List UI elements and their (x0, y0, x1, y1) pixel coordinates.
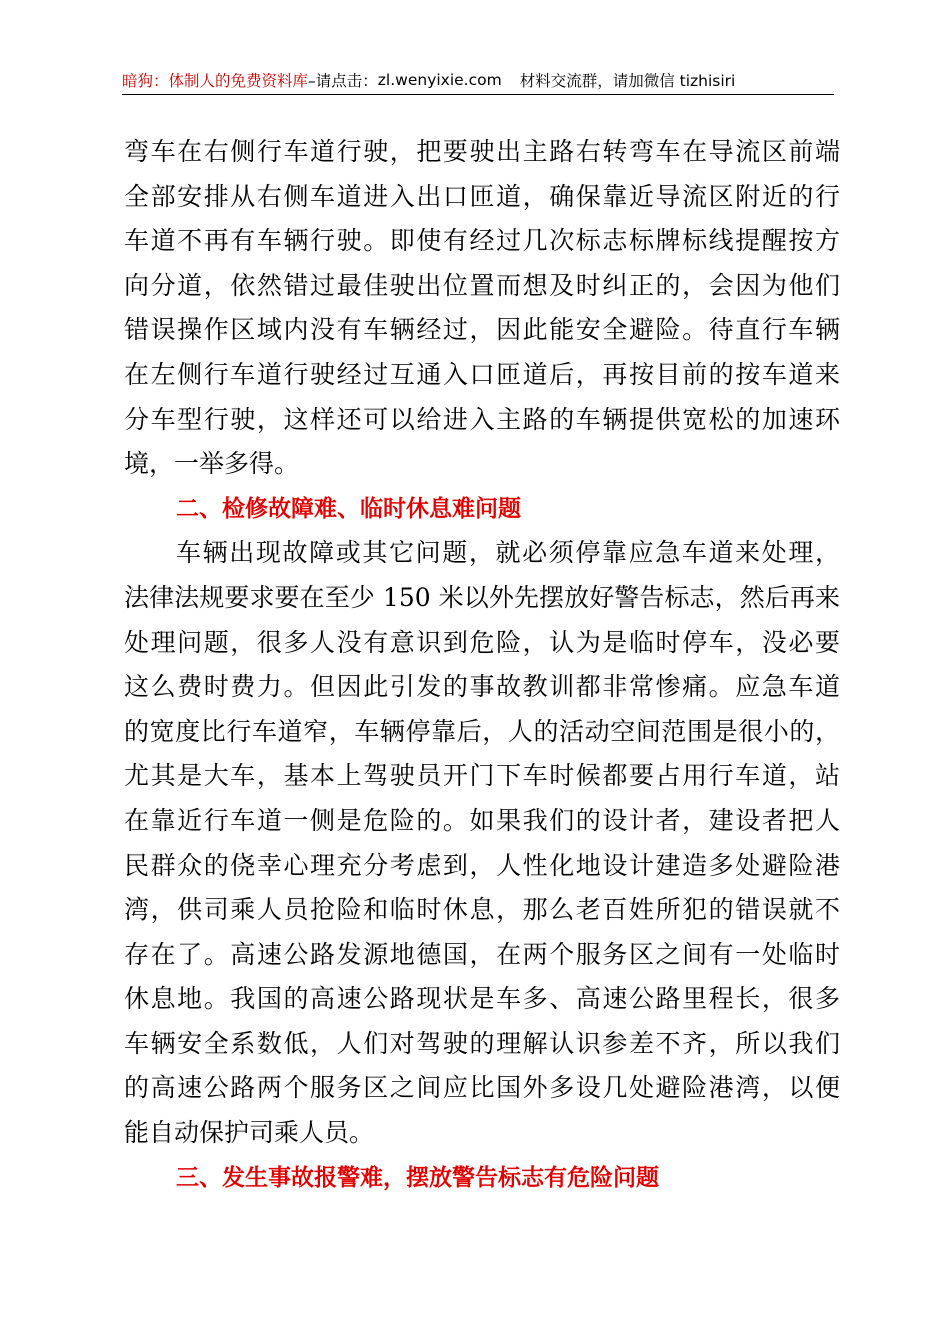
text-line: 车辆出现故障或其它问题，就必须停靠应急车道来处理， (176, 538, 840, 568)
header-click-prompt: –请点击： (308, 72, 378, 90)
text-line: 湾，供司乘人员抢险和临时休息，那么老百姓所犯的错误就不 (124, 895, 840, 925)
text-line: 这么费时费力。但因此引发的事故教训都非常惨痛。应急车道 (124, 672, 840, 702)
text-line: 能自动保护司乘人员。 (124, 1118, 375, 1148)
text-line: 法律法规要求要在至少 150 米以外先摆放好警告标志，然后再来 (124, 582, 840, 612)
text-line: 错误操作区域内没有车辆经过，因此能安全避险。待直行车辆 (124, 315, 840, 345)
paragraph-1 (124, 130, 840, 487)
header-wechat-info: 材料交流群，请加微信 tizhisiri (519, 72, 736, 90)
section-heading-2: 二、检修故障难、临时休息难问题 (176, 495, 521, 522)
text-line: 尤其是大车，基本上驾驶员开门下车时候都要占用行车道，站 (124, 761, 840, 791)
text-line: 向分道，依然错过最佳驶出位置而想及时纠正的，会因为他们 (124, 270, 840, 300)
text-line: 的高速公路两个服务区之间应比国外多设几处避险港湾，以便 (124, 1073, 840, 1103)
text-line: 存在了。高速公路发源地德国，在两个服务区之间有一处临时 (124, 939, 840, 969)
text-line: 休息地。我国的高速公路现状是车多、高速公路里程长，很多 (124, 984, 840, 1014)
text-line: 民群众的侥幸心理充分考虑到，人性化地设计建造多处避险港 (124, 850, 840, 880)
text-line: 车辆安全系数低，人们对驾驶的理解认识参差不齐，所以我们 (124, 1028, 840, 1058)
text-line: 处理问题，很多人没有意识到危险，认为是临时停车，没必要 (124, 627, 840, 657)
text-line: 境，一举多得。 (124, 449, 300, 479)
header-site-name: 暗狗：体制人的免费资料库 (122, 72, 309, 90)
document-body (124, 130, 840, 1200)
page-header (122, 66, 834, 94)
header-divider (122, 94, 834, 95)
text-line: 在左侧行车道行驶经过互通入口匝道后，再按目前的按车道来 (124, 359, 840, 389)
text-line: 弯车在右侧行车道行驶，把要驶出主路右转弯车在导流区前端 (124, 137, 840, 166)
text-line: 分车型行驶，这样还可以给进入主路的车辆提供宽松的加速环 (124, 404, 840, 434)
text-line: 在靠近行车道一侧是危险的。如果我们的设计者，建设者把人 (124, 805, 840, 835)
text-line: 的宽度比行车道窄，车辆停靠后，人的活动空间范围是很小的， (124, 716, 840, 746)
text-line: 车道不再有车辆行驶。即使有经过几次标志标牌标线提醒按方 (124, 226, 840, 256)
paragraph-2 (124, 531, 840, 1155)
text-line: 全部安排从右侧车道进入出口匝道，确保靠近导流区附近的行 (124, 181, 840, 211)
section-heading-3: 三、发生事故报警难，摆放警告标志有危险问题 (176, 1164, 659, 1191)
header-url-link[interactable]: zl.wenyixie.com (377, 71, 502, 89)
